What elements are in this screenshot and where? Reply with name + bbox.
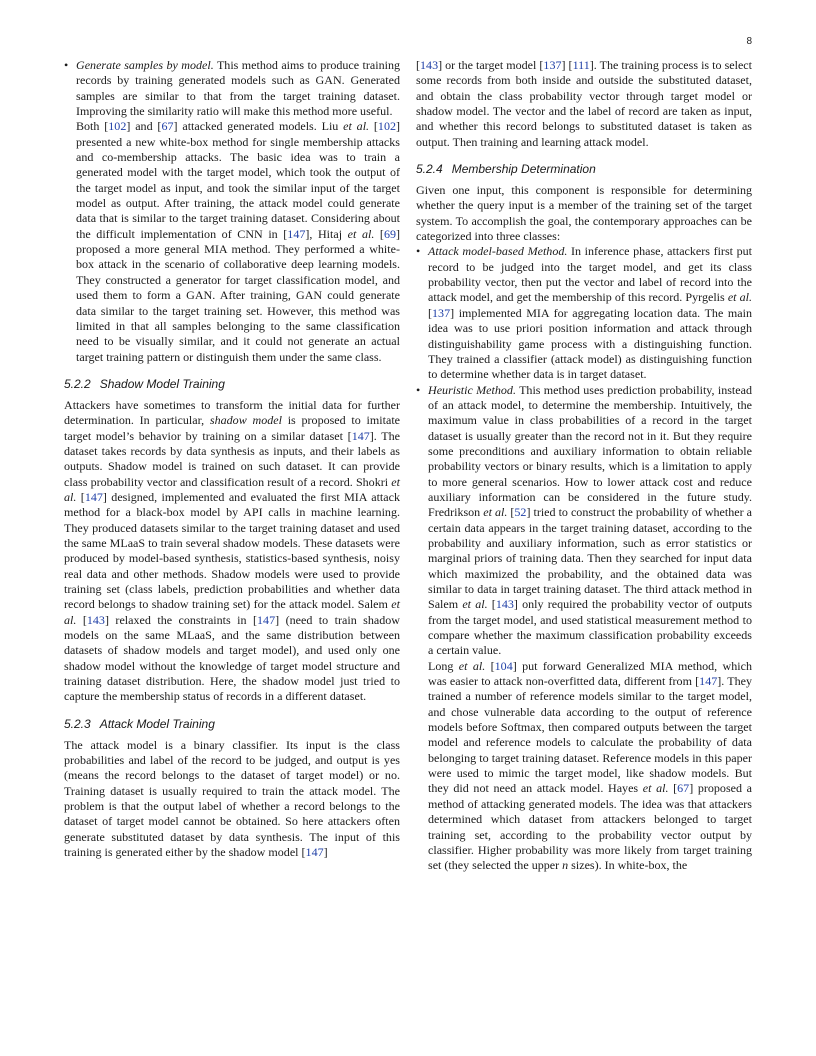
citation-link[interactable]: 102 bbox=[108, 119, 127, 134]
paragraph-attack-model-continued bbox=[416, 58, 752, 150]
text-run: Shadow Model Training bbox=[99, 376, 225, 391]
citation-link[interactable]: 147 bbox=[305, 845, 324, 860]
citation-link[interactable]: 143 bbox=[420, 58, 439, 72]
bullet-term: Attack model-based Method. bbox=[428, 244, 568, 259]
citation-link[interactable]: 111 bbox=[572, 58, 590, 72]
text-run: 5.2.2 bbox=[64, 376, 91, 391]
text-run: ] and [ bbox=[126, 119, 162, 134]
italic-text: et al. bbox=[462, 597, 488, 612]
citation-link[interactable]: 67 bbox=[161, 119, 174, 134]
text-run: This method uses prediction probability, instead of an attack model, to determine the membership. Intuitively, the maximum value in class probabilities of a record in the target dataset is usually greater than the record not in it. But they require some preconditions and auxiliary information to obtain reliable probability vectors or binary results, which is a limitation to apply to more general scenarios. How to lower attack cost and reduce auxiliary information can be considered in the future study. Fredrikson bbox=[428, 382, 752, 520]
citation-link[interactable]: 143 bbox=[86, 612, 105, 627]
bullet-term: Generate samples by model. bbox=[76, 58, 214, 72]
italic-text: et al. bbox=[458, 658, 486, 673]
citation-link[interactable]: 147 bbox=[699, 674, 718, 689]
citation-link[interactable]: 102 bbox=[377, 119, 396, 134]
bullet-dot: • bbox=[416, 382, 421, 397]
text-run: ] [ bbox=[561, 58, 573, 72]
italic-text: et al. bbox=[64, 474, 400, 504]
citation-link[interactable]: 147 bbox=[287, 226, 306, 241]
citation-link[interactable]: 147 bbox=[257, 612, 276, 627]
bullet-generate-samples: • Generate samples by model. This method aims to produce training records by training generated models such as GAN. Generated samples are similar to that from the target training dataset. Improving the similarity ratio will make this method more useful. bbox=[64, 58, 400, 119]
italic-text: et al. bbox=[343, 119, 370, 134]
text-run: [ bbox=[507, 505, 515, 520]
text-run: sizes). In white-box, the bbox=[568, 858, 688, 873]
italic-text: n bbox=[562, 858, 569, 873]
text-run: [ bbox=[416, 58, 421, 72]
italic-text: shadow model bbox=[209, 413, 282, 428]
text-run: ] put forward Generalized MIA method, which was easier to attack non-overfitted data, different from [ bbox=[428, 658, 752, 689]
text-run: The attack model is a binary classifier. Its input is the class probabilities and label of the record to be judged, and output is yes (means the record belongs to the dataset of target model) or no. Training dataset is usually required to train the attack model. The problem is that the output label of whether a record belongs to the dataset of target model cannot be obtained. So here attackers often generate substituted dataset by data synthesis. The input of this training is generated either by the shadow model [ bbox=[64, 737, 400, 860]
citation-link[interactable]: 147 bbox=[84, 489, 103, 504]
citation-link[interactable]: 52 bbox=[514, 505, 527, 520]
text-run: ] proposed a method of attacking generated models. The idea was that attackers determined which dataset from attackers belonged to target training set, according to the probability vector output by classifier. Higher probability was more likely from target training set (they selected the upper bbox=[428, 781, 752, 873]
italic-text: et al. bbox=[642, 781, 669, 796]
italic-text: et al. bbox=[347, 226, 375, 241]
text-run: ] bbox=[323, 845, 328, 860]
citation-link[interactable]: 137 bbox=[432, 305, 451, 320]
paragraph-generalized-mia bbox=[428, 659, 752, 874]
text-run: 5.2.4 bbox=[416, 162, 443, 177]
bullet-dot: • bbox=[64, 58, 69, 72]
text-run: ] (need to train shadow models on the same MLaaS, and the same distribution between datasets of shadow models and target model), and used only one shadow model without the knowledge of target model structure and training dataset distribution. Here, the shadow model just tried to capture the membership status of records in a different dataset. bbox=[64, 612, 400, 704]
section-heading-membership-determination bbox=[416, 162, 752, 177]
citation-link[interactable]: 137 bbox=[543, 58, 562, 72]
text-run: ]. The training process is to select some records from both inside and outside the substituted dataset, and obtain the class probability vector through target model or shadow model. The vector and the label of record are taken as input, and whether this record belongs to substituted dataset is taken as output. Then training and learning attack model. bbox=[416, 58, 752, 149]
citation-link[interactable]: 67 bbox=[677, 781, 690, 796]
text-run: ] or the target model [ bbox=[438, 58, 544, 72]
text-run: ]. The dataset takes records by data synthesis as inputs, and their labels as outputs. Shadow model is trained on such dataset. It can provide class probability vector and classification result of a record. Shokri bbox=[64, 428, 401, 489]
text-run: ]. They trained a number of reference models similar to the target model, and chose vulnerable data according to the output of reference models before Softmax, then compared outputs between the target model and reference models to calculate the probability of data belonging to target training dataset. Reference models in this paper were used to mimic the target model, like shadow models. But they did not need an attack model. Hayes bbox=[428, 674, 753, 796]
text-run: [ bbox=[76, 489, 85, 504]
text-run: Membership Determination bbox=[451, 162, 596, 177]
text-run: is proposed to imitate target model’s behavior by training on a similar dataset [ bbox=[64, 413, 401, 443]
text-run: [ bbox=[374, 226, 384, 241]
text-run: ] presented a new white-box method for single membership attacks and co-membership attacks. The basic idea was to train a generated model with the target model, which took the output of the target model as input, and took the similar input of the target model as output. After training, the attack model could generate data that is similar to the target training dataset. Considering about the difficult implementation of CNN in [ bbox=[76, 119, 401, 241]
citation-link[interactable]: 147 bbox=[351, 428, 370, 443]
text-run: ] only required the probability vector of outputs from the target model, and used statistical measurement method to compare whether the maximum classification probability exceeds a certain value. bbox=[428, 597, 753, 658]
bullet-heuristic-method bbox=[416, 383, 752, 659]
section-heading-shadow-model bbox=[64, 377, 400, 392]
text-run: ] relaxed the constraints in [ bbox=[104, 612, 258, 627]
right-column bbox=[416, 58, 752, 874]
paragraph-given-input: Given one input, this component is responsible for determining whether the query input is a member of the training set of the target system. To accomplish the goal, the contemporary approaches can be categorized into three classes: bbox=[416, 183, 752, 244]
text-run: ] proposed a more general MIA method. They performed a white-box attack in the scenario of collaborative deep learning models. They constructed a generator for target classification model, and used them to form a GAN. After training, GAN could generate data similar to the target training set. However, this method was limited in that all samples belonging to the same classification need to be visually similar, and it could not generate an actual target training pattern or distinguish them under the same class. bbox=[76, 226, 401, 364]
text-run: ], Hitaj bbox=[305, 226, 348, 241]
text-run: Long bbox=[428, 658, 459, 673]
citation-link[interactable]: 143 bbox=[495, 597, 514, 612]
text-run: ] implemented MIA for aggregating location data. The main idea was to use priori position information and attack through distinguishability game process with a distinguishing function. They trained a classifier (attack model) as distinguishing function to determine whether data is in target dataset. bbox=[428, 305, 752, 382]
italic-text: et al. bbox=[483, 505, 508, 520]
text-run: [ bbox=[76, 612, 87, 627]
text-run: [ bbox=[668, 781, 678, 796]
bullet-term: Heuristic Method. bbox=[428, 382, 516, 397]
citation-link[interactable]: 104 bbox=[494, 658, 513, 673]
text-run: ] tried to construct the probability of whether a certain data appears in the target training dataset, according to the probability and auxiliary information, such as error statistics or marginal priors of training data. Then they searched for input data which maximized the probability, and the obtained data was similar to data in target training dataset. The third attack method in Salem bbox=[428, 505, 753, 612]
text-run: Both [ bbox=[76, 119, 109, 134]
text-run: ] attacked generated models. Liu bbox=[173, 119, 344, 134]
paragraph-attack-model bbox=[64, 738, 400, 861]
citation-link[interactable]: 69 bbox=[383, 226, 396, 241]
text-run: Attack Model Training bbox=[99, 716, 215, 731]
text-run: [ bbox=[487, 597, 496, 612]
paragraph-shadow-model bbox=[64, 398, 400, 705]
bullet-attack-model-based bbox=[416, 244, 752, 382]
text-run: [ bbox=[369, 119, 378, 134]
paragraph-generated-models bbox=[76, 119, 400, 365]
italic-text: et al. bbox=[64, 597, 400, 627]
text-run: Attackers have sometimes to transform the initial data for further determination. In particular, bbox=[64, 397, 400, 428]
text-run: In inference phase, attackers first put record to be judged into the target model, and get its class probability vector, then put the vector and label of record into the attack model, and get the membership of this record. Pyrgelis bbox=[428, 244, 752, 305]
text-run: [ bbox=[485, 658, 495, 673]
page-number: 8 bbox=[746, 36, 752, 47]
bullet-dot: • bbox=[416, 244, 421, 259]
text-run: 5.2.3 bbox=[64, 716, 91, 731]
section-heading-attack-model bbox=[64, 717, 400, 732]
left-column bbox=[64, 58, 400, 861]
text-run: [ bbox=[428, 305, 433, 320]
italic-text: et al. bbox=[727, 290, 752, 305]
text-run: ] designed, implemented and evaluated the first MIA attack method for a black-box model by API calls in machine learning. They produced datasets similar to the target training dataset and used the same MLaaS to train several shadow models. These datasets were produced by model-based synthesis, statistics-based synthesis, noisy real data and other methods. Shadow models were used to provide training set (class labels, prediction probabilities and whether data record belongs to shadow training set) for the attack model. Salem bbox=[64, 489, 400, 612]
